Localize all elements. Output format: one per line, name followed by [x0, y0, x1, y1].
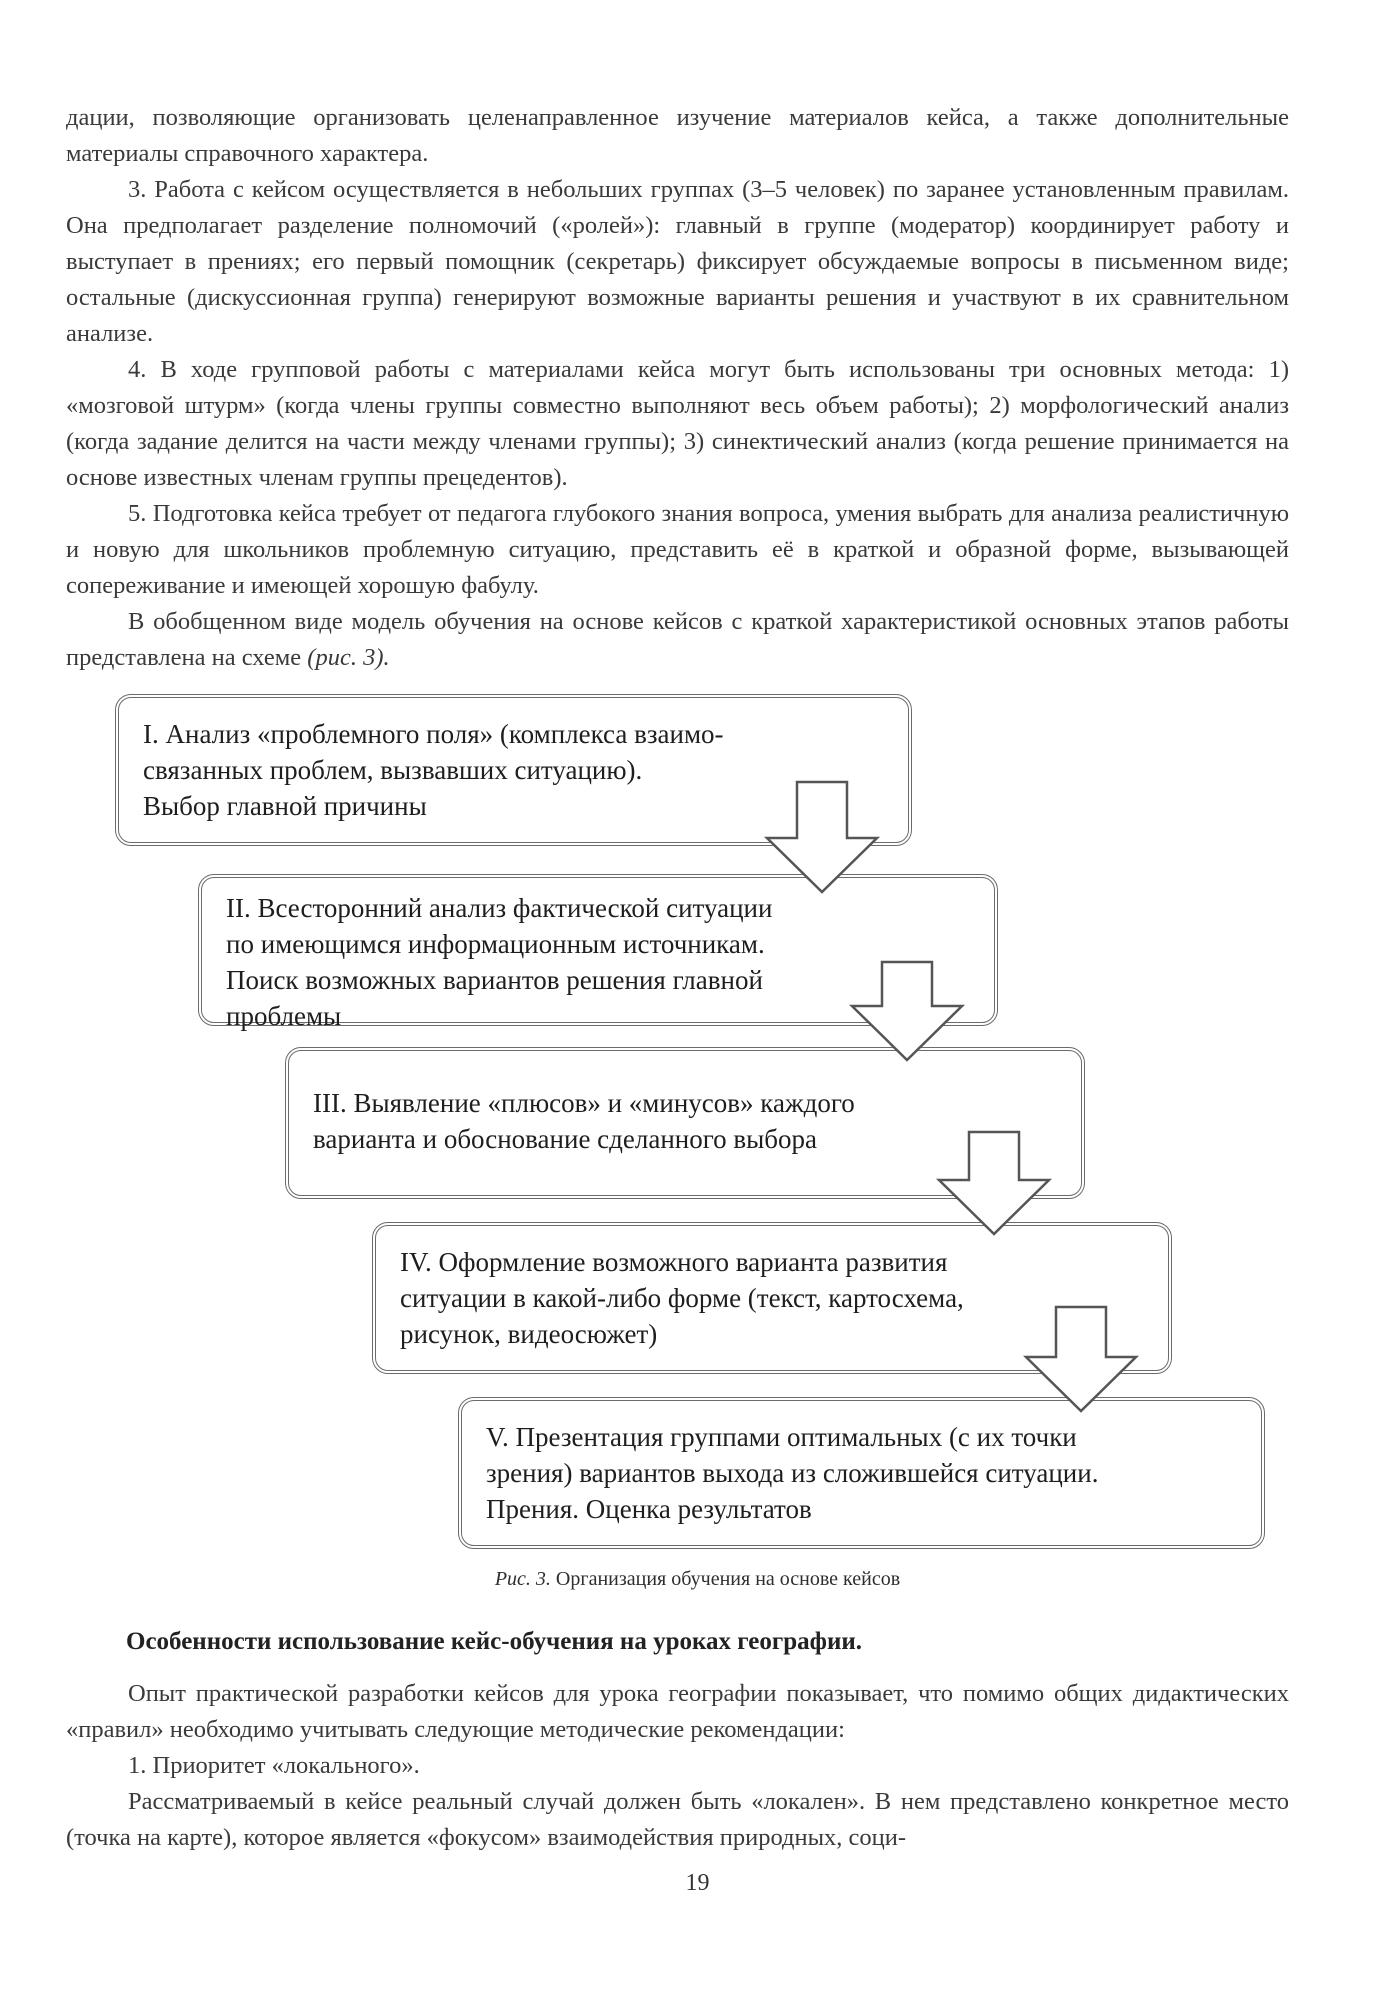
paragraph-section-2: 1. Приоритет «локального».: [128, 1752, 420, 1779]
down-arrow-icon: [767, 782, 877, 892]
figure-caption: [0, 1568, 1395, 1591]
step-2-line-4: проблемы: [226, 1001, 342, 1031]
figure-title: Организация обучения на основе кейсов: [555, 1568, 901, 1590]
figure-label: Рис. 3.: [494, 1568, 551, 1590]
paragraph-section-3: Рассматриваемый в кейсе реальный случай должен быть «локален». В нем представлено конкретное место (точка на карте), которое является «фокусом» взаимодействия природных, соци-: [66, 1788, 1289, 1851]
step-3-line-1: III. Выявление «плюсов» и «минусов» каждого: [313, 1088, 855, 1118]
paragraph-item-4: 4. В ходе групповой работы с материалами кейса могут быть использованы три основных метода: 1) «мозговой штурм» (когда члены группы совместно выполняют весь объем работы); 2) морфологический анализ (когда задание делится на части между членами группы); 3) синектический анализ (когда решение принимается на основе известных членам группы прецедентов).: [66, 356, 1289, 491]
step-2-line-3: Поиск возможных вариантов решения главной: [226, 965, 763, 995]
paragraph-item-3: 3. Работа с кейсом осуществляется в небольших группах (3–5 человек) по заранее установленным правилам. Она предполагает разделение полномочий («ролей»): главный в группе (модератор) координирует работу и выступает в прениях; его первый помощник (секретарь) фиксирует обсуждаемые вопросы в письменном виде; остальные (дискуссионная группа) генерируют возможные варианты решения и участвуют в их сравнительном анализе.: [66, 176, 1289, 347]
step-2-line-2: по имеющимся информационным источникам.: [226, 929, 765, 959]
section-heading: Особенности использование кейс-обучения на уроках географии.: [126, 1628, 862, 1655]
down-arrow-icon: [852, 962, 962, 1060]
paragraph-item-5: 5. Подготовка кейса требует от педагога глубокого знания вопроса, умения выбрать для анализа реалистичную и новую для школьников проблемную ситуацию, представить её в краткой и образной форме, вызывающей сопереживание и имеющей хорошую фабулу.: [66, 500, 1289, 599]
step-3-line-2: варианта и обоснование сделанного выбора: [313, 1124, 817, 1154]
step-1-line-2: связанных проблем, вызвавших ситуацию).: [143, 755, 643, 785]
figure-reference: (рис. 3).: [307, 644, 390, 671]
down-arrow-icon: [939, 1132, 1049, 1234]
step-5-line-3: Прения. Оценка результатов: [486, 1494, 812, 1524]
step-5-line-2: зрения) вариантов выхода из сложившейся ситуации.: [486, 1458, 1099, 1488]
step-1-line-3: Выбор главной причины: [143, 791, 427, 821]
step-1-line-1: I. Анализ «проблемного поля» (комплекса взаимо-: [143, 719, 724, 749]
paragraph-section-1: Опыт практической разработки кейсов для урока географии показывает, что помимо общих дидактических «правил» необходимо учитывать следующие методические рекомендации:: [66, 1680, 1289, 1743]
page-number: 19: [685, 1870, 710, 1896]
scheme-intro-text: В обобщенном виде модель обучения на основе кейсов с краткой характеристикой основных этапов работы представлена на схеме: [66, 608, 1289, 671]
step-5-line-1: V. Презентация группами оптимальных (с их точки: [486, 1422, 1077, 1452]
step-2-line-1: II. Всесторонний анализ фактической ситуации: [226, 893, 773, 923]
down-arrow-icon: [1026, 1307, 1136, 1411]
paragraph-intro: дации, позволяющие организовать целенаправленное изучение материалов кейса, а также дополнительные материалы справочного характера.: [66, 104, 1289, 167]
step-4-line-3: рисунок, видеосюжет): [400, 1319, 658, 1349]
step-4-line-2: ситуации в какой-либо форме (текст, картосхема,: [400, 1283, 964, 1313]
step-4-line-1: IV. Оформление возможного варианта развития: [400, 1247, 948, 1277]
